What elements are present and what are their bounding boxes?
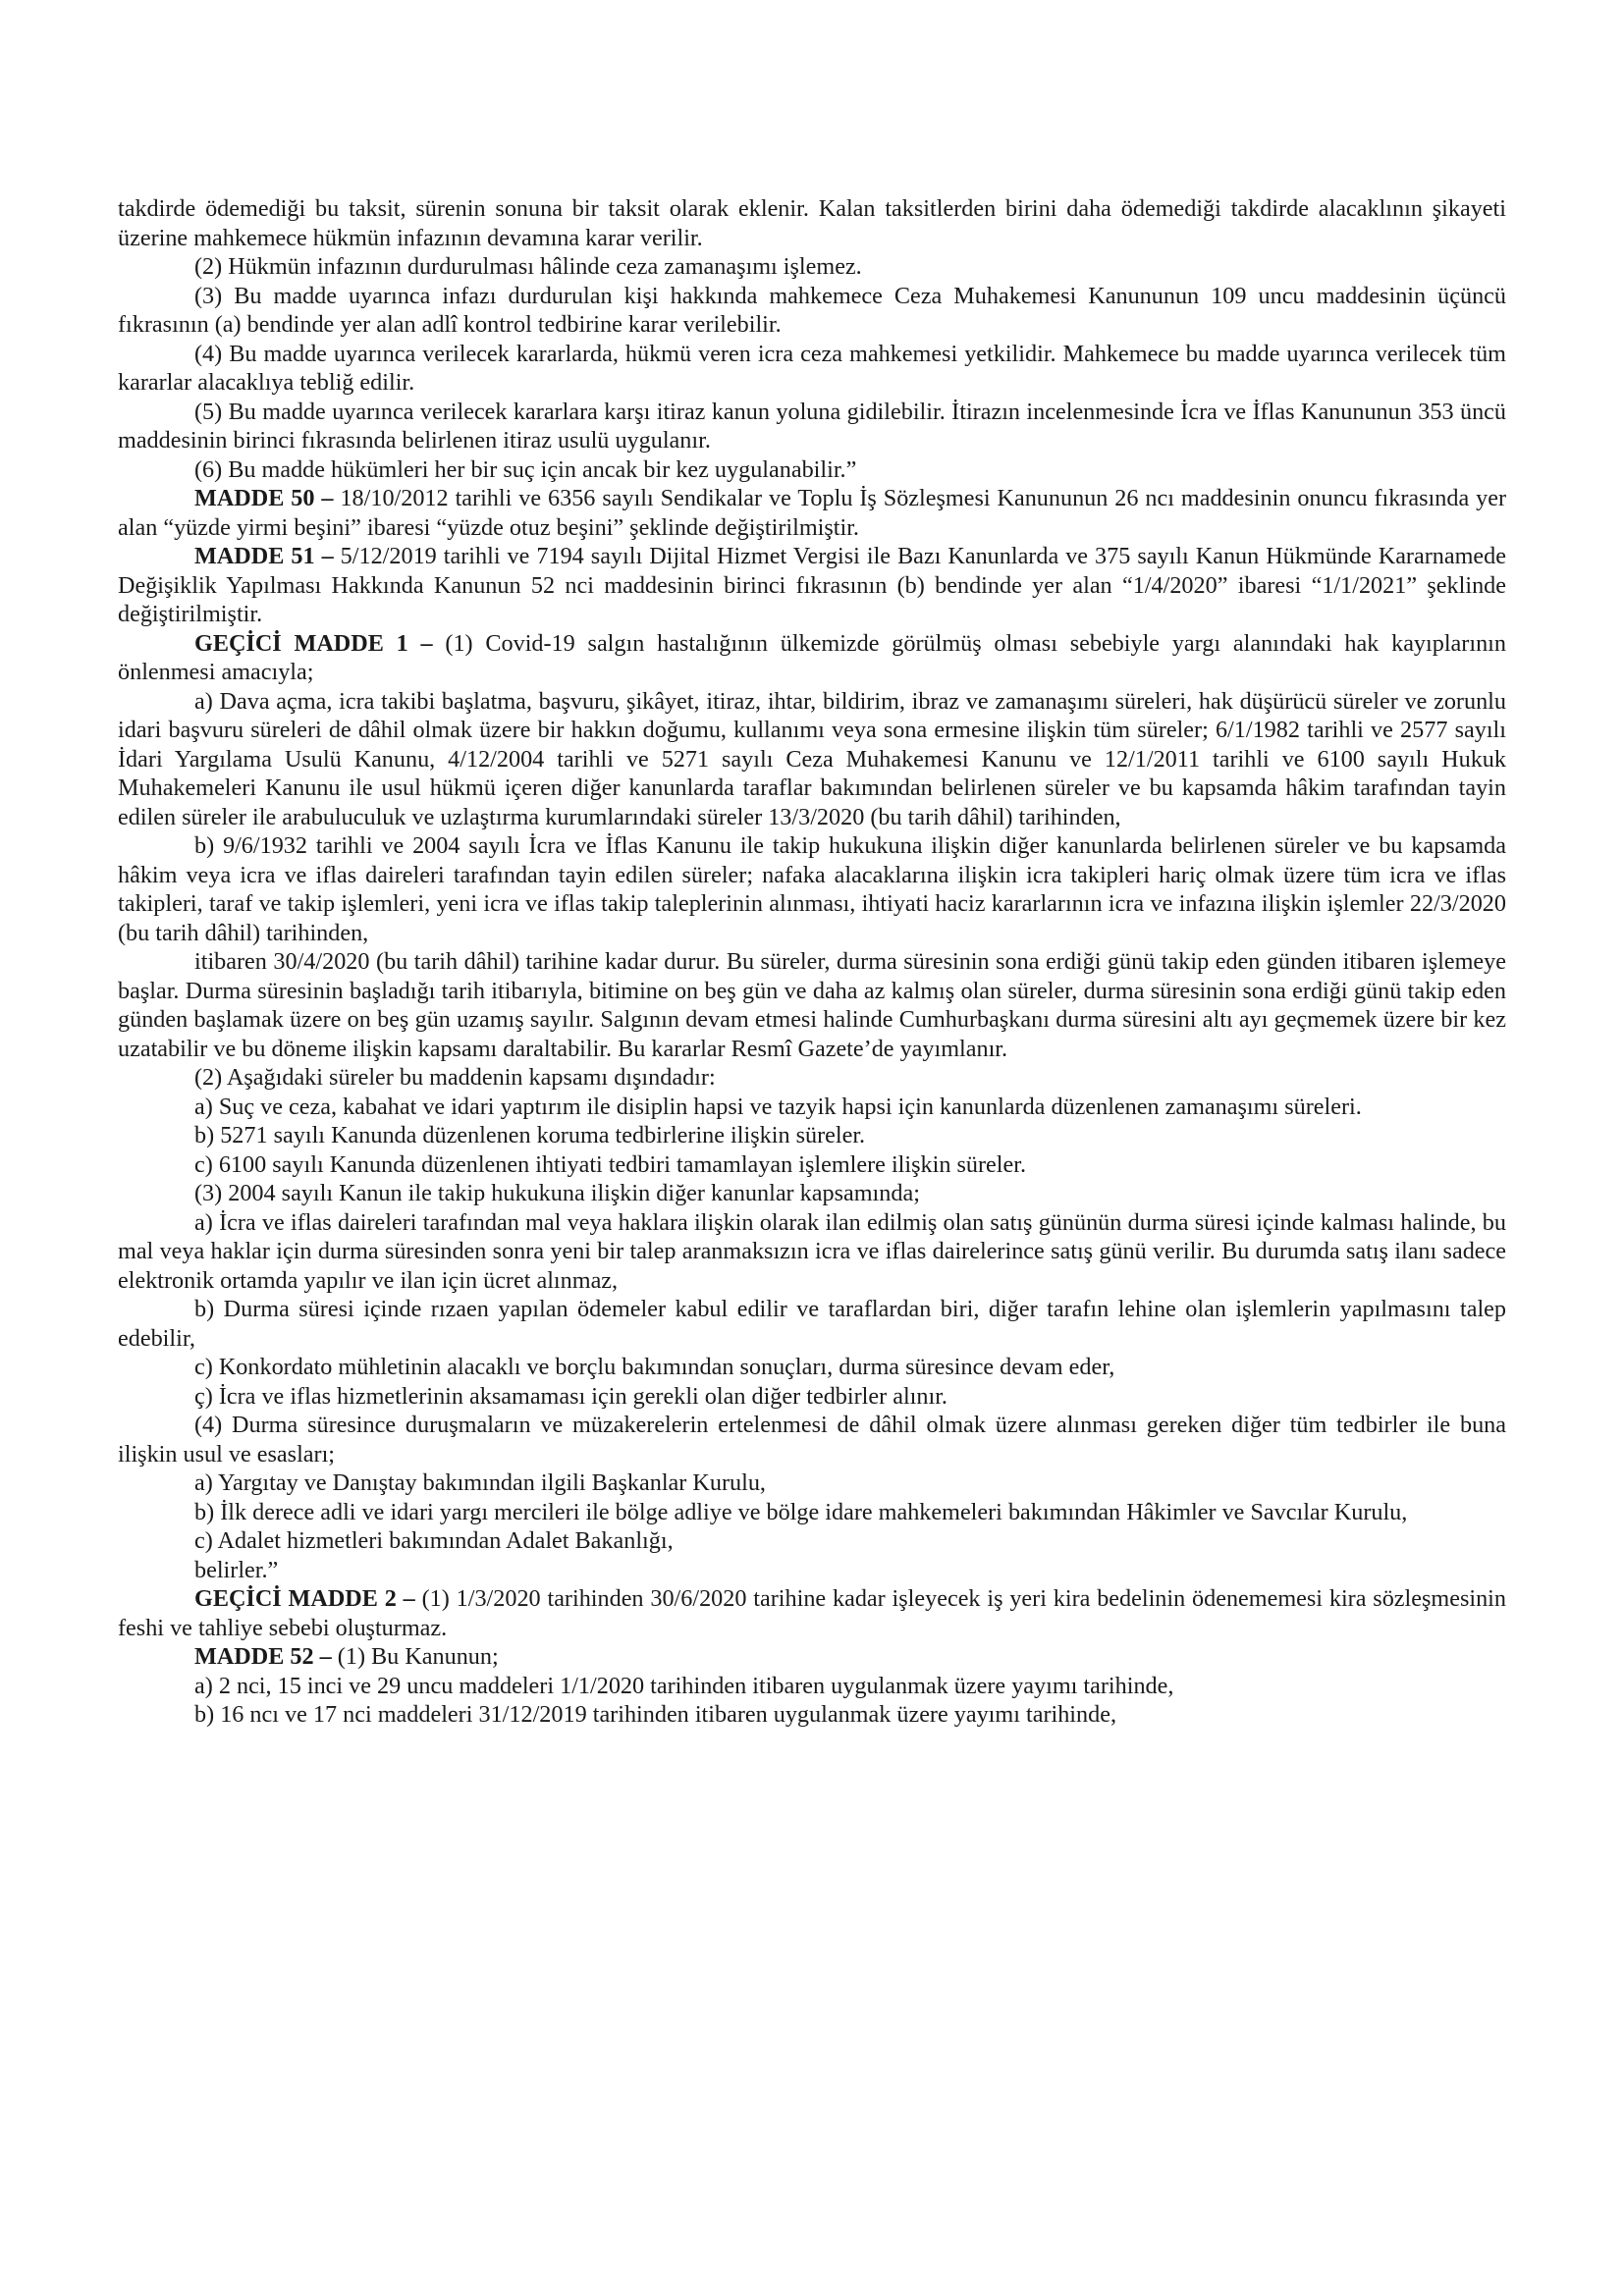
paragraph bbox=[118, 1526, 1506, 1556]
paragraph bbox=[118, 1672, 1506, 1701]
paragraph bbox=[118, 1468, 1506, 1498]
paragraph bbox=[118, 1295, 1506, 1353]
paragraph-text: (6) Bu madde hükümleri her bir suç için ancak bir kez uygulanabilir.” bbox=[194, 455, 857, 483]
paragraph bbox=[118, 1179, 1506, 1208]
paragraph bbox=[118, 1411, 1506, 1468]
article-51 bbox=[118, 542, 1506, 629]
paragraph-text: (4) Bu madde uyarınca verilecek kararlarda, hükmü veren icra ceza mahkemesi yetkilidir. Mahkemece bu madde uyarınca verilecek tüm kararlar alacaklıya tebliğ edilir. bbox=[118, 340, 1506, 396]
paragraph-text: b) İlk derece adli ve idari yargı mercileri ile bölge adliye ve bölge idare mahkemeleri bakımından Hâkimler ve Savcılar Kurulu, bbox=[194, 1498, 1408, 1525]
provisional-article-2 bbox=[118, 1584, 1506, 1642]
article-heading: MADDE 50 – bbox=[194, 485, 334, 511]
paragraph-text: c) Adalet hizmetleri bakımından Adalet Bakanlığı, bbox=[194, 1527, 674, 1554]
paragraph-text: (1) 1/3/2020 tarihinden 30/6/2020 tarihine kadar işleyecek iş yeri kira bedelinin ödenememesi kira sözleşmesinin feshi ve tahliye sebebi oluşturmaz. bbox=[118, 1585, 1506, 1641]
paragraph bbox=[118, 1093, 1506, 1122]
paragraph bbox=[118, 831, 1506, 947]
paragraph-text: c) Konkordato mühletinin alacaklı ve borçlu bakımından sonuçları, durma süresince devam eder, bbox=[194, 1354, 1115, 1380]
paragraph bbox=[118, 194, 1506, 252]
paragraph bbox=[118, 947, 1506, 1063]
paragraph-text: c) 6100 sayılı Kanunda düzenlenen ihtiyati tedbiri tamamlayan işlemlere ilişkin süreler. bbox=[194, 1150, 1026, 1178]
paragraph bbox=[118, 398, 1506, 455]
paragraph-text: (3) Bu madde uyarınca infazı durdurulan kişi hakkında mahkemece Ceza Muhakemesi Kanununun 109 uncu maddesinin üçüncü fıkrasının (a) bendinde yer alan adlî kontrol tedbirine karar verilebilir. bbox=[118, 282, 1506, 338]
article-heading: MADDE 52 – bbox=[194, 1643, 332, 1670]
paragraph-text: 5/12/2019 tarihli ve 7194 sayılı Dijital Hizmet Vergisi ile Bazı Kanunlarda ve 375 sayılı Kanun Hükmünde Kararnamede Değişiklik Yapılması Hakkında Kanunun 52 nci maddesinin birinci fıkrasının (b) bendinde yer alan “1/4/2020” ibaresi “1/1/2021” şeklinde değiştirilmiştir. bbox=[118, 543, 1506, 627]
article-52 bbox=[118, 1642, 1506, 1672]
paragraph-text: takdirde ödemediği bu taksit, sürenin sonuna bir taksit olarak eklenir. Kalan taksitlerden birini daha ödemediği takdirde alacaklının şikayeti üzerine mahkemece hükmün infazının devamına karar verilir. bbox=[118, 195, 1506, 251]
paragraph-text: (2) Hükmün infazının durdurulması hâlinde ceza zamanaşımı işlemez. bbox=[194, 253, 862, 280]
paragraph-text: ç) İcra ve iflas hizmetlerinin aksamaması için gerekli olan diğer tedbirler alınır. bbox=[194, 1382, 947, 1410]
paragraph bbox=[118, 1382, 1506, 1412]
paragraph bbox=[118, 1353, 1506, 1382]
paragraph bbox=[118, 455, 1506, 485]
paragraph-text: a) 2 nci, 15 inci ve 29 uncu maddeleri 1/1/2020 tarihinden itibaren uygulanmak üzere yayımı tarihinde, bbox=[194, 1672, 1174, 1699]
paragraph-text: (3) 2004 sayılı Kanun ile takip hukukuna ilişkin diğer kanunlar kapsamında; bbox=[194, 1180, 920, 1206]
paragraph-text: a) İcra ve iflas daireleri tarafından mal veya haklara ilişkin olarak ilan edilmiş olan satış gününün durma süresi içinde kalması halinde, bu mal veya haklar için durma süresinden sonra yeni bir talep aranmaksızın icra ve iflas dairelerince satış günü verilir. Bu durumda satış ilanı sadece elektronik ortamda yapılır ve ilan için ücret alınmaz, bbox=[118, 1208, 1506, 1294]
paragraph-text: belirler.” bbox=[194, 1556, 279, 1583]
paragraph bbox=[118, 1556, 1506, 1585]
paragraph-text: b) 9/6/1932 tarihli ve 2004 sayılı İcra ve İflas Kanunu ile takip hukukuna ilişkin diğer kanunlarda belirlenen süreler ve bu kapsamda hâkim veya icra ve iflas daireleri tarafından tayin edilen süreler; nafaka alacaklarına ilişkin icra takipleri hariç olmak üzere tüm icra ve iflas takipleri, taraf ve takip işlemleri, yeni icra ve iflas takip taleplerinin alınması, ihtiyati haciz kararlarının icra ve infazına ilişkin işlemler 22/3/2020 (bu tarih dâhil) tarihinden, bbox=[118, 832, 1506, 946]
paragraph-text: (2) Aşağıdaki süreler bu maddenin kapsamı dışındadır: bbox=[194, 1064, 716, 1091]
paragraph bbox=[118, 1208, 1506, 1296]
article-heading: MADDE 51 – bbox=[194, 543, 334, 569]
paragraph-text: a) Dava açma, icra takibi başlatma, başvuru, şikâyet, itiraz, ihtar, bildirim, ibraz ve zamanaşımı süreleri, hak düşürücü süreler ve zorunlu idari başvuru süreleri de dâhil olmak üzere bir hakkın doğumu, kullanımı veya sona ermesine ilişkin tüm süreler; 6/1/1982 tarihli ve 2577 sayılı İdari Yargılama Usulü Kanunu, 4/12/2004 tarihli ve 5271 sayılı Ceza Muhakemesi Kanunu ve 12/1/2011 tarihli ve 6100 sayılı Hukuk Muhakemeleri Kanunu ile usul hükmü içeren diğer kanunlarda taraflar bakımından belirlenen süreler ve bu kapsamda hâkim tarafından tayin edilen süreler ile arabuluculuk ve uzlaştırma kurumlarındaki süreler 13/3/2020 (bu tarih dâhil) tarihinden, bbox=[118, 687, 1506, 830]
provisional-article-1 bbox=[118, 629, 1506, 687]
paragraph-text: b) 5271 sayılı Kanunda düzenlenen koruma tedbirlerine ilişkin süreler. bbox=[194, 1122, 866, 1148]
paragraph-text: itibaren 30/4/2020 (bu tarih dâhil) tarihine kadar durur. Bu süreler, durma süresinin sona erdiği günü takip eden günden itibaren işlemeye başlar. Durma süresinin başladığı tarih itibarıyla, bitimine on beş gün ve daha az kalmış olan süreler, durma süresinin sona erdiği günü takip eden günden başlamak üzere on beş gün uzamış sayılır. Salgının devam etmesi halinde Cumhurbaşkanı durma süresini altı ayı geçmemek üzere bir kez uzatabilir ve bu döneme ilişkin kapsamı daraltabilir. Bu kararlar Resmî Gazete’de yayımlanır. bbox=[118, 948, 1506, 1062]
paragraph-text: b) Durma süresi içinde rızaen yapılan ödemeler kabul edilir ve taraflardan biri, diğer tarafın lehine olan işlemlerin yapılmasını talep edebilir, bbox=[118, 1296, 1506, 1352]
paragraph bbox=[118, 1150, 1506, 1180]
paragraph-text: b) 16 ncı ve 17 nci maddeleri 31/12/2019 tarihinden itibaren uygulanmak üzere yayımı tarihinde, bbox=[194, 1701, 1117, 1728]
article-50 bbox=[118, 484, 1506, 542]
paragraph bbox=[118, 282, 1506, 340]
paragraph-text: (5) Bu madde uyarınca verilecek kararlara karşı itiraz kanun yoluna gidilebilir. İtirazın incelenmesinde İcra ve İflas Kanununun 353 üncü maddesinin birinci fıkrasında belirlenen itiraz usulü uygulanır. bbox=[118, 398, 1506, 454]
paragraph bbox=[118, 340, 1506, 398]
paragraph-text: a) Yargıtay ve Danıştay bakımından ilgili Başkanlar Kurulu, bbox=[194, 1469, 766, 1496]
paragraph bbox=[118, 1498, 1506, 1527]
paragraph bbox=[118, 1700, 1506, 1730]
article-heading: GEÇİCİ MADDE 2 – bbox=[194, 1585, 415, 1612]
paragraph bbox=[118, 252, 1506, 282]
paragraph-text: 18/10/2012 tarihli ve 6356 sayılı Sendikalar ve Toplu İş Sözleşmesi Kanununun 26 ncı maddesinin onuncu fıkrasında yer alan “yüzde yirmi beşini” ibaresi “yüzde otuz beşini” şeklinde değiştirilmiştir. bbox=[118, 485, 1506, 541]
paragraph-text: a) Suç ve ceza, kabahat ve idari yaptırım ile disiplin hapsi ve tazyik hapsi için kanunlarda düzenlenen zamanaşımı süreleri. bbox=[194, 1093, 1362, 1120]
document-page bbox=[118, 194, 1506, 1730]
paragraph bbox=[118, 1121, 1506, 1150]
article-heading: GEÇİCİ MADDE 1 – bbox=[194, 629, 433, 657]
paragraph bbox=[118, 687, 1506, 832]
paragraph bbox=[118, 1063, 1506, 1093]
paragraph-text: (1) Bu Kanunun; bbox=[331, 1643, 499, 1670]
paragraph-text: (1) Covid-19 salgın hastalığının ülkemizde görülmüş olması sebebiyle yargı alanındaki hak kayıplarının önlenmesi amacıyla; bbox=[118, 629, 1506, 685]
paragraph-text: (4) Durma süresince duruşmaların ve müzakerelerin ertelenmesi de dâhil olmak üzere alınması gereken diğer tüm tedbirler ile buna ilişkin usul ve esasları; bbox=[118, 1412, 1506, 1468]
